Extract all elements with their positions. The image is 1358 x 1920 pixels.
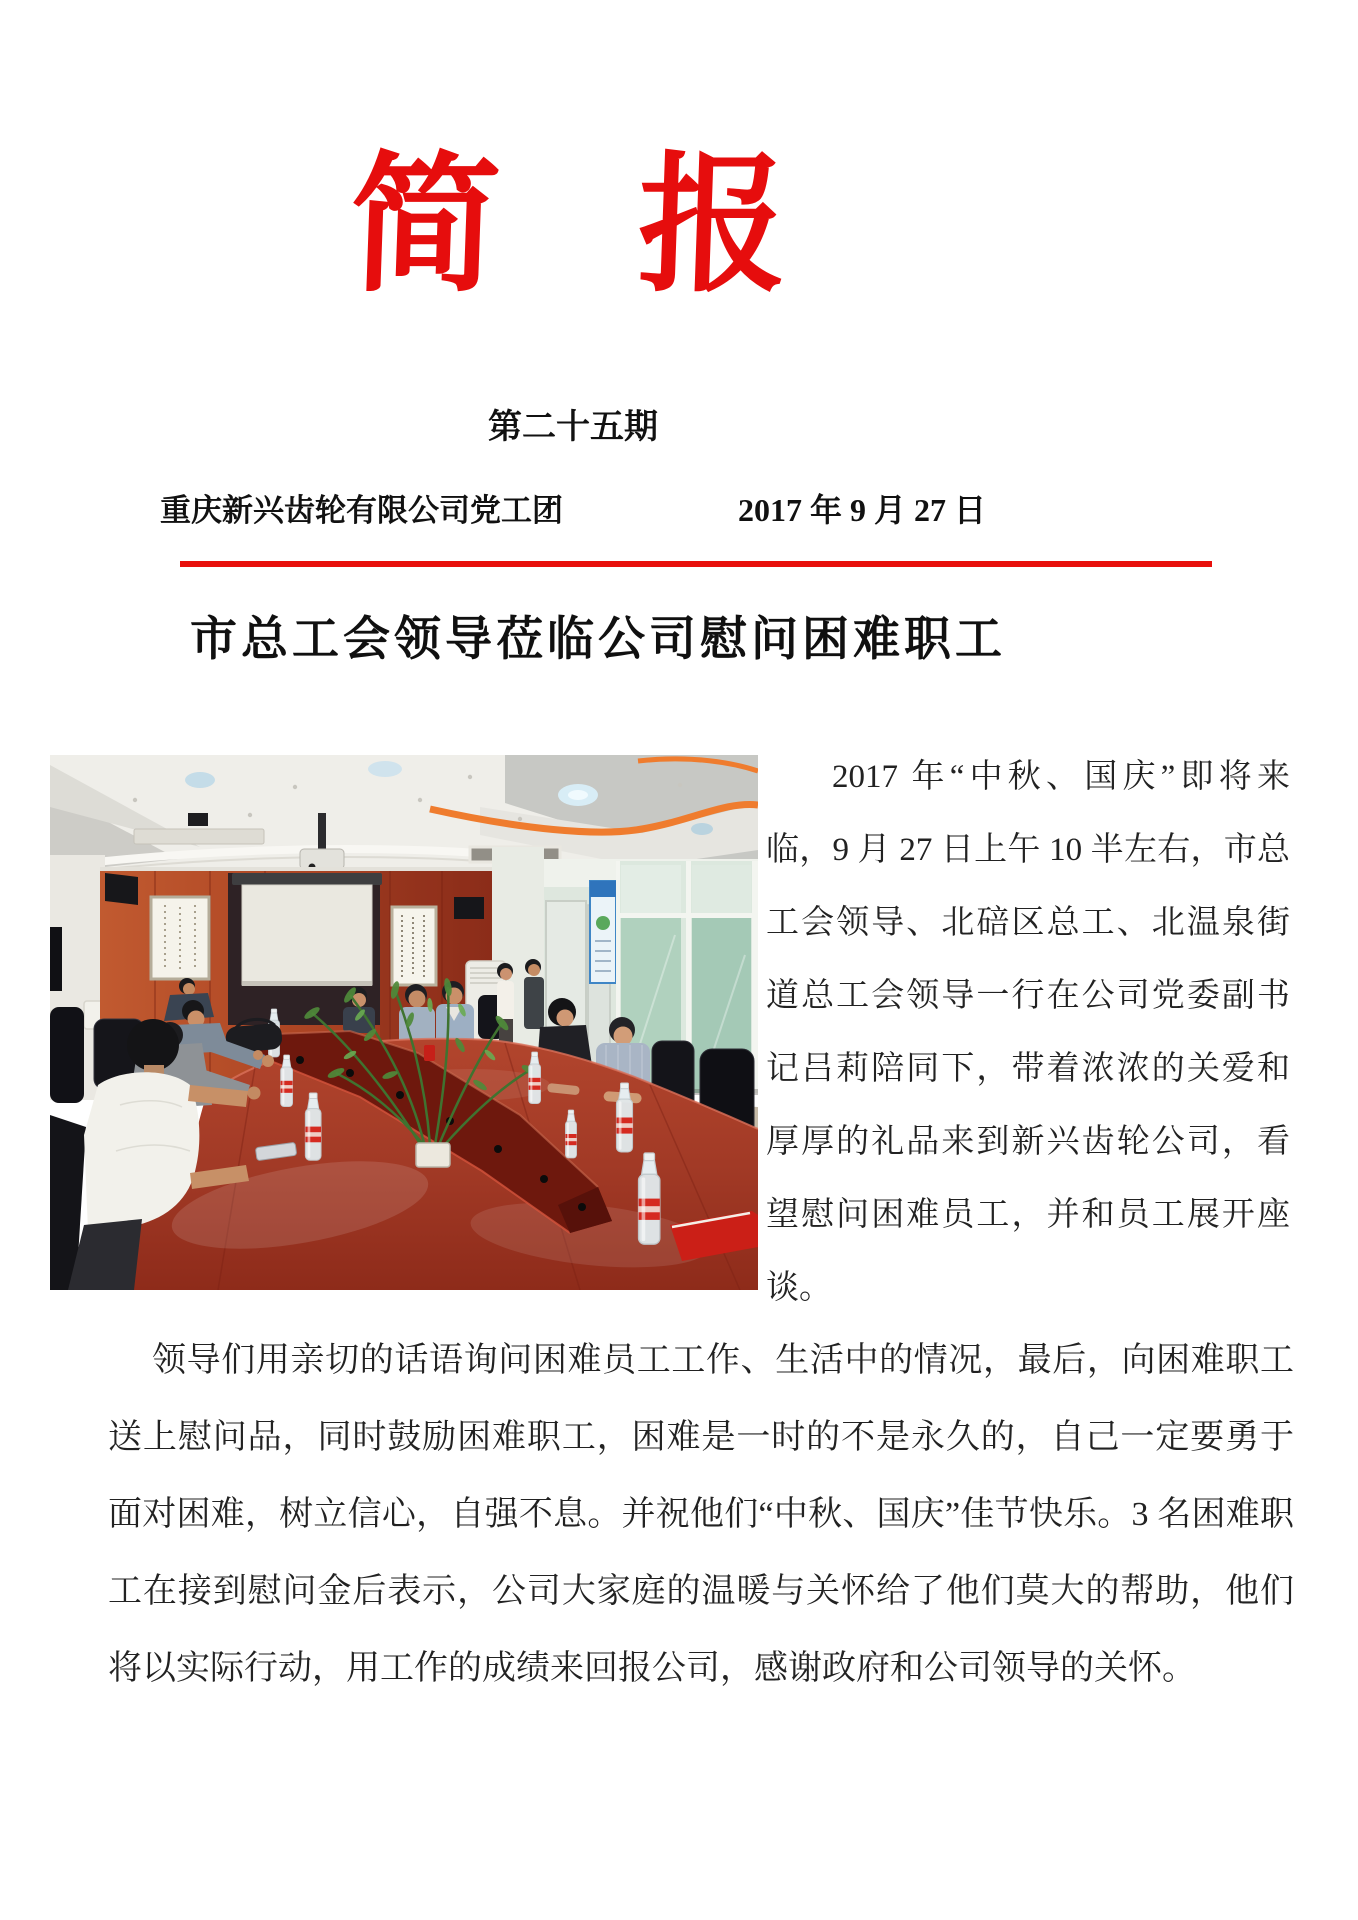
body-paragraph: 领导们用亲切的话语询问困难员工工作、生活中的情况，最后，向困难职工送上慰问品，同时鼓励困难职工，困难是一时的不是永久的，自己一定要勇于面对困难，树立信心，自强不息。并祝他们“中秋、国庆”佳节快乐。3 名困难职工在接到慰问金后表示，公司大家庭的温暖与关怀给了他们莫大的帮助，他们将以实际行动，用工作的成绩来回报公司，感谢政府和公司领导的关怀。	[108, 1342, 1294, 1687]
masthead-title	[346, 137, 792, 313]
article-headline: 市总工会领导莅临公司慰问困难职工	[190, 612, 1006, 665]
issue-date: 2017 年 9 月 27 日	[737, 492, 986, 528]
issue-line: 第二十五期	[488, 408, 658, 446]
masthead-char-right: 报	[634, 137, 792, 313]
lead-paragraph: 2017 年“中秋、国庆”即将来临，9 月 27 日上午 10 半左右，市总工会领导、北碚区总工、北温泉街道总工会领导一行在公司党委副书记吕莉陪同下，带着浓浓的关爱和厚厚的礼品来到新兴齿轮公司，看望慰问困难员工，并和员工展开座谈。	[766, 759, 1290, 1306]
masthead-char-left: 简	[346, 137, 504, 313]
organization-name: 重庆新兴齿轮有限公司党工团	[160, 493, 563, 528]
meeting-room-photo	[50, 755, 758, 1290]
red-divider-rule	[180, 561, 1212, 567]
byline-row	[160, 485, 986, 531]
meeting-room-photo-illustration	[50, 755, 758, 1290]
